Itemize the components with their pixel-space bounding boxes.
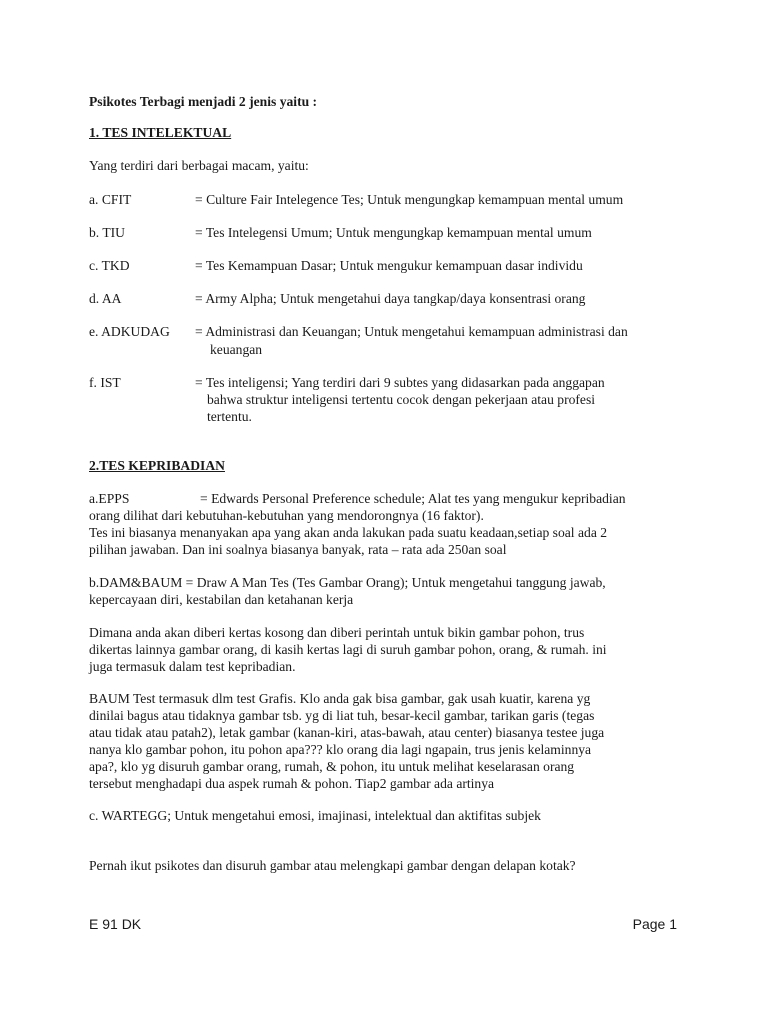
paragraph-line: b.DAM&BAUM = Draw A Man Tes (Tes Gambar Orang); Untuk mengetahui tanggung jawab, xyxy=(89,575,606,590)
list-term: d. AA xyxy=(89,291,122,306)
list-term: a.EPPS xyxy=(89,491,130,506)
list-term: f. IST xyxy=(89,375,121,390)
paragraph-line: dikertas lainnya gambar orang, di kasih kertas lagi di suruh gambar pohon, orang, & rumah. ini xyxy=(89,642,607,657)
list-definition: = Administrasi dan Keuangan; Untuk mengetahui kemampuan administrasi dan xyxy=(195,324,628,339)
list-definition: = Tes inteligensi; Yang terdiri dari 9 subtes yang didasarkan pada anggapan xyxy=(195,375,605,390)
paragraph-line: kepercayaan diri, kestabilan dan ketahanan kerja xyxy=(89,592,354,607)
list-term: c. TKD xyxy=(89,258,130,273)
paragraph-line: nanya klo gambar pohon, itu pohon apa??? klo orang dia lagi ngapain, trus jenis kelaminnya xyxy=(89,742,592,757)
list-term: b. TIU xyxy=(89,225,125,240)
paragraph-line: juga termasuk dalam test kepribadian. xyxy=(89,659,296,674)
list-definition: = Tes Intelegensi Umum; Untuk mengungkap kemampuan mental umum xyxy=(195,225,592,240)
section2-heading: 2.TES KEPRIBADIAN xyxy=(89,458,225,473)
section1-intro: Yang terdiri dari berbagai macam, yaitu: xyxy=(89,158,309,173)
footer-left: E 91 DK xyxy=(89,916,142,932)
document-title: Psikotes Terbagi menjadi 2 jenis yaitu : xyxy=(89,94,318,109)
paragraph-line: orang dilihat dari kebutuhan-kebutuhan yang mendorongnya (16 faktor). xyxy=(89,508,484,523)
list-term: e. ADKUDAG xyxy=(89,324,170,339)
paragraph-line: apa?, klo yg disuruh gambar orang, rumah, & pohon, itu untuk melihat keselarasan orang xyxy=(89,759,575,774)
closing-question: Pernah ikut psikotes dan disuruh gambar atau melengkapi gambar dengan delapan kotak? xyxy=(89,858,576,873)
list-item-wartegg: c. WARTEGG; Untuk mengetahui emosi, imajinasi, intelektual dan aktifitas subjek xyxy=(89,808,541,823)
paragraph-line: Tes ini biasanya menanyakan apa yang akan anda lakukan pada suatu keadaan,setiap soal ada 2 xyxy=(89,525,608,540)
list-definition-continued: bahwa struktur inteligensi tertentu cocok dengan pekerjaan atau profesi xyxy=(207,392,596,407)
footer-page-number: Page 1 xyxy=(632,916,677,932)
paragraph-line: tersebut menghadapi dua aspek rumah & pohon. Tiap2 gambar ada artinya xyxy=(89,776,495,791)
list-definition: = Edwards Personal Preference schedule; Alat tes yang mengukur kepribadian xyxy=(200,491,626,506)
paragraph-line: atau tidak atau patah2), letak gambar (kanan-kiri, atas-bawah, atau center) biasanya testee juga xyxy=(89,725,605,740)
paragraph-line: Dimana anda akan diberi kertas kosong dan diberi perintah untuk bikin gambar pohon, trus xyxy=(89,625,585,640)
list-definition: = Army Alpha; Untuk mengetahui daya tangkap/daya konsentrasi orang xyxy=(195,291,586,306)
section1-heading: 1. TES INTELEKTUAL xyxy=(89,125,232,140)
paragraph-line: dinilai bagus atau tidaknya gambar tsb. yg di liat tuh, besar-kecil gambar, tarikan garis (tegas xyxy=(89,708,595,723)
list-definition: = Tes Kemampuan Dasar; Untuk mengukur kemampuan dasar individu xyxy=(195,258,583,273)
list-definition-continued: keuangan xyxy=(210,342,263,357)
list-definition-continued: tertentu. xyxy=(207,409,252,424)
paragraph-line: BAUM Test termasuk dlm test Grafis. Klo anda gak bisa gambar, gak usah kuatir, karena yg xyxy=(89,691,591,706)
paragraph-line: pilihan jawaban. Dan ini soalnya biasanya banyak, rata – rata ada 250an soal xyxy=(89,542,507,557)
list-term: a. CFIT xyxy=(89,192,132,207)
list-definition: = Culture Fair Intelegence Tes; Untuk mengungkap kemampuan mental umum xyxy=(195,192,624,207)
